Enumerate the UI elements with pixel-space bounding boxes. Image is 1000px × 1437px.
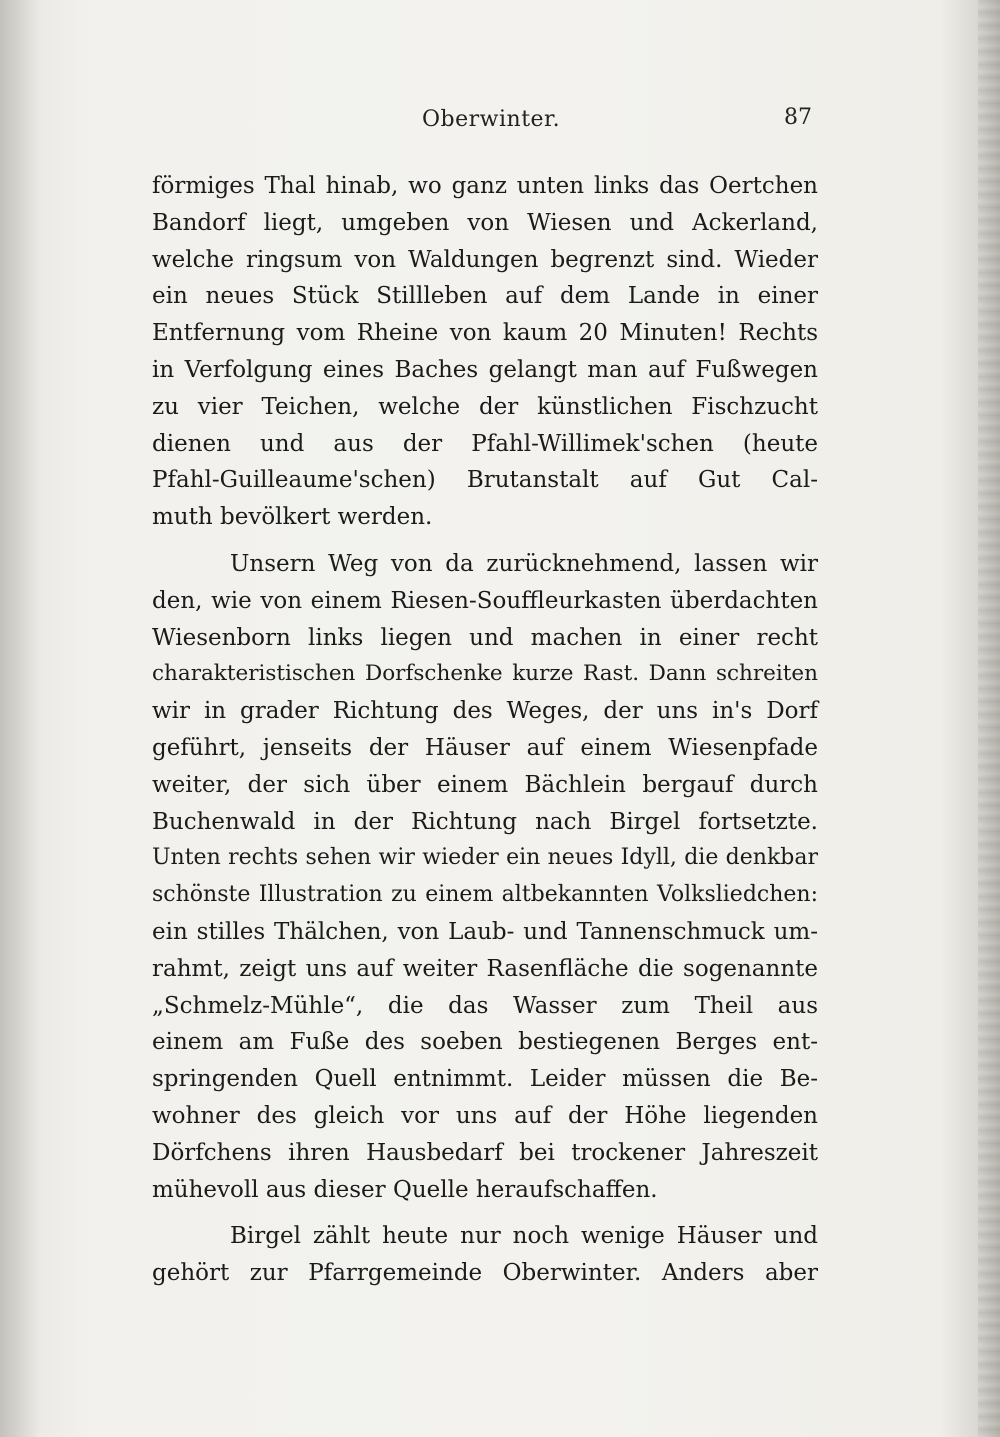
text-line: Wiesenborn links liegen und machen in einer recht	[152, 624, 818, 651]
running-head: Oberwinter.	[422, 107, 561, 132]
text-line: Birgel zählt heute nur noch wenige Häuser und	[230, 1223, 818, 1250]
page-header	[152, 103, 812, 139]
text-line: ein neues Stück Stillleben auf dem Lande in einer	[152, 283, 818, 310]
text-line: Dörfchens ihren Hausbedarf bei trockener Jahreszeit	[152, 1139, 818, 1166]
text-line: mühevoll aus dieser Quelle heraufschaffen.	[152, 1176, 658, 1203]
text-line: Pfahl-Guilleaume'schen) Brutanstalt auf Gut Cal-	[152, 467, 818, 494]
text-line: weiter, der sich über einem Bächlein bergauf durch	[152, 771, 818, 798]
text-line: Bandorf liegt, umgeben von Wiesen und Ackerland,	[152, 209, 818, 236]
paragraph-2	[152, 546, 818, 1208]
paragraph-3	[152, 1218, 818, 1292]
text-line: wir in grader Richtung des Weges, der uns in's Dorf	[152, 698, 818, 725]
page-edge	[978, 0, 1000, 1437]
text-line: in Verfolgung eines Baches gelangt man auf Fußwegen	[152, 356, 818, 383]
text-line: den, wie von einem Riesen-Souffleurkasten überdachten	[152, 587, 818, 614]
paragraph-gap	[152, 536, 818, 546]
text-line: Unsern Weg von da zurücknehmend, lassen wir	[230, 550, 818, 577]
text-line: ein stilles Thälchen, von Laub- und Tannenschmuck um-	[152, 918, 818, 945]
gutter-shadow	[0, 0, 40, 1437]
text-line: gehört zur Pfarrgemeinde Oberwinter. Anders aber	[152, 1260, 818, 1287]
paragraph-gap	[152, 1208, 818, 1218]
body-text	[152, 168, 818, 1292]
text-line: „Schmelz-Mühle“, die das Wasser zum Theil aus	[152, 992, 818, 1019]
text-line: Entfernung vom Rheine von kaum 20 Minuten! Rechts	[152, 320, 818, 347]
page-number: 87	[784, 105, 812, 130]
text-line: wohner des gleich vor uns auf der Höhe liegenden	[152, 1102, 818, 1129]
text-line: Unten rechts sehen wir wieder ein neues Idyll, die denkbar	[152, 845, 818, 871]
paragraph-1	[152, 168, 818, 536]
text-line: zu vier Teichen, welche der künstlichen Fischzucht	[152, 393, 818, 420]
text-line: rahmt, zeigt uns auf weiter Rasenfläche die sogenannte	[152, 955, 818, 982]
text-line: springenden Quell entnimmt. Leider müssen die Be-	[152, 1066, 818, 1093]
text-line: charakteristischen Dorfschenke kurze Rast. Dann schreiten	[152, 661, 818, 687]
text-line: Buchenwald in der Richtung nach Birgel fortsetzte.	[152, 808, 818, 835]
text-line: dienen und aus der Pfahl-Willimek'schen (heute	[152, 430, 818, 457]
text-line: geführt, jenseits der Häuser auf einem Wiesenpfade	[152, 734, 818, 761]
text-line: muth bevölkert werden.	[152, 504, 433, 531]
text-line: einem am Fuße des soeben bestiegenen Berges ent-	[152, 1029, 818, 1056]
text-line: förmiges Thal hinab, wo ganz unten links das Oertchen	[152, 173, 818, 199]
text-line: welche ringsum von Waldungen begrenzt sind. Wieder	[152, 246, 818, 273]
text-line: schönste Illustration zu einem altbekannten Volksliedchen:	[152, 882, 818, 908]
